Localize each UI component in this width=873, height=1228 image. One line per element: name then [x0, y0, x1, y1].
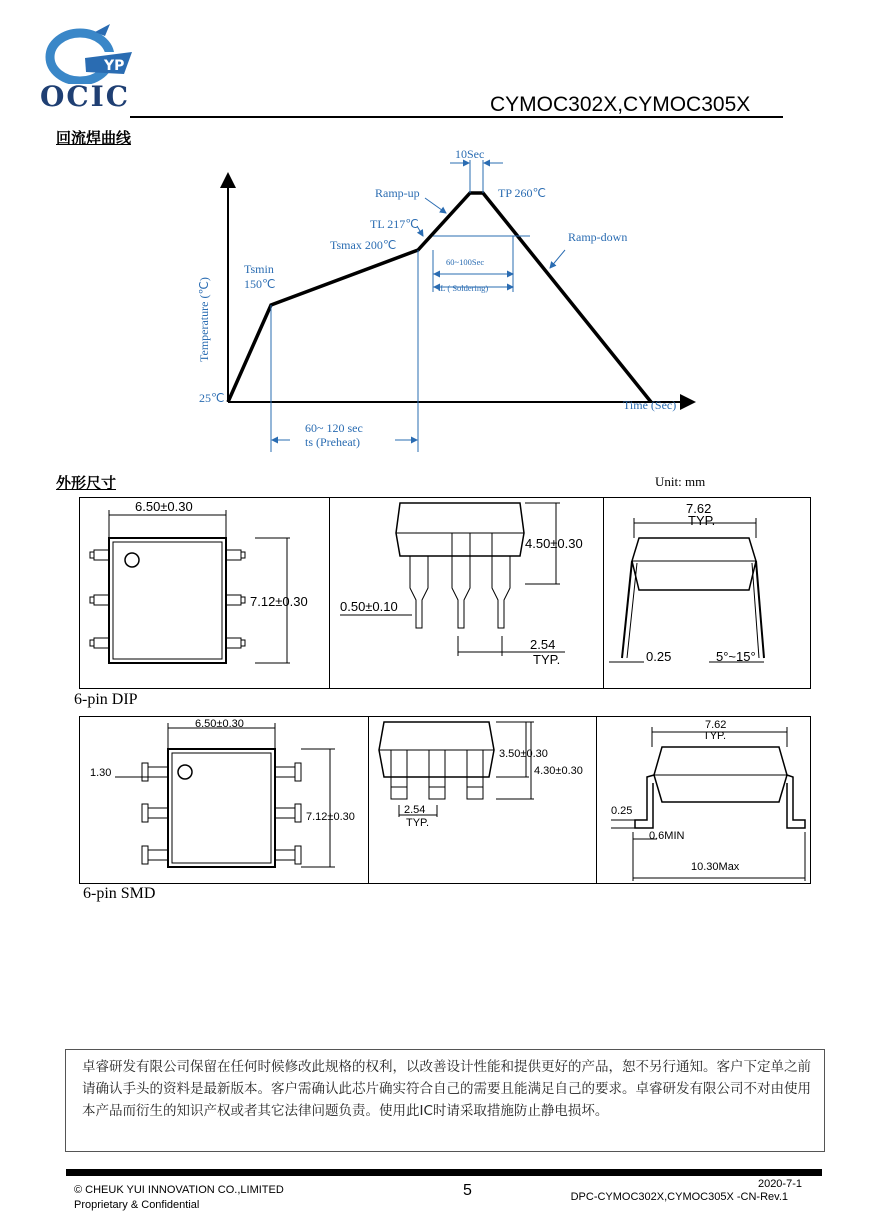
label-tl-soldering: tL ( Soldering)	[438, 283, 489, 293]
smd-lead-length-label: 1.30	[90, 767, 112, 779]
smd-max-label: 10.30Max	[691, 861, 740, 873]
dip-height-label: 4.50±0.30	[525, 536, 583, 551]
smd-width-label: 6.50±0.30	[195, 718, 244, 730]
dip-width-label: 6.50±0.30	[135, 499, 193, 514]
axis-y-label: Temperature (℃)	[197, 277, 211, 362]
label-ramp-up: Ramp-up	[375, 186, 420, 200]
document-title: CYMOC302X,CYMOC305X	[490, 93, 751, 116]
smd-pitch-label: 2.54	[404, 804, 426, 816]
footer-doc-id: DPC-CYMOC302X,CYMOC305X -CN-Rev.1	[570, 1191, 788, 1203]
dip-pitch-label: 2.54	[530, 637, 556, 652]
label-tp: TP 260℃	[498, 186, 547, 200]
dip-thickness-label: 0.25	[646, 649, 672, 664]
footer-rule	[66, 1169, 822, 1176]
smd-top-view	[80, 717, 367, 881]
smd-pitch-typ: TYP.	[406, 817, 430, 829]
smd-length-label: 7.12±0.30	[306, 811, 355, 823]
dip-top-view	[80, 498, 328, 686]
footer-date: 2020-7-1	[757, 1178, 802, 1190]
company-logo	[40, 22, 135, 84]
label-25c: 25℃	[199, 391, 225, 405]
disclaimer-text: 卓睿研发有限公司保留在任何时候修改此规格的权利，以改善设计性能和提供更好的产品，恕不另行通知。客户下定单之前请确认手头的资料是最新版本。客户需确认此芯片确实符合自己的需要且能满足自己的要求。卓睿研发有限公司不对由使用本产品而衍生的知识产权或者其它法律问题负责。使用此IC时请采取措施防止静电损坏。	[82, 1059, 811, 1119]
dip-lead-label: 0.50±0.10	[340, 599, 398, 614]
smd-height1-label: 3.50±0.30	[499, 748, 548, 760]
smd-thickness-label: 0.25	[611, 805, 633, 817]
outline-section-title: 外形尺寸	[56, 474, 117, 492]
smd-end-view	[597, 717, 808, 881]
label-preheat: ts (Preheat)	[305, 435, 360, 449]
reflow-profile-chart	[0, 140, 873, 460]
logo-text: OCIC	[40, 80, 131, 113]
page-number: 5	[463, 1182, 472, 1199]
smd-height2-label: 4.30±0.30	[534, 765, 583, 777]
label-tsmax: Tsmax 200℃	[330, 238, 397, 252]
axis-x-label: Time (Sec)	[623, 398, 677, 412]
header-rule	[130, 116, 783, 118]
dip-end-view	[604, 498, 809, 686]
dip-pitch-typ: TYP.	[533, 652, 561, 667]
label-preheat-time: 60~ 120 sec	[305, 421, 363, 435]
dip-caption: 6-pin DIP	[74, 691, 138, 708]
label-10sec: 10Sec	[455, 147, 485, 161]
footer-copyright: © CHEUK YUI INNOVATION CO.,LIMITED	[74, 1184, 284, 1196]
unit-label: Unit: mm	[655, 474, 706, 489]
smd-row-label: 7.62	[705, 719, 727, 731]
smd-caption: 6-pin SMD	[83, 885, 156, 902]
reflow-section-title: 回流焊曲线	[56, 129, 132, 147]
disclaimer-box	[65, 1049, 825, 1152]
dip-length-label: 7.12±0.30	[250, 594, 308, 609]
label-tsmin-value: 150℃	[244, 277, 276, 291]
svg-text:YP: YP	[104, 58, 125, 74]
smd-side-view	[369, 717, 595, 881]
label-window: 60~100Sec	[446, 257, 485, 267]
label-tsmin: Tsmin	[244, 262, 274, 276]
reflow-curve	[228, 193, 651, 402]
dip-side-view	[330, 498, 602, 686]
label-tl: TL 217℃	[370, 217, 419, 231]
smd-row-typ: TYP.	[703, 730, 727, 742]
footer-confidential: Proprietary & Confidential	[74, 1199, 200, 1211]
label-ramp-down: Ramp-down	[568, 230, 628, 244]
smd-min-label: 0.6MIN	[649, 830, 685, 842]
dip-row-label: 7.62	[686, 501, 712, 516]
dip-angle-label: 5°~15°	[716, 649, 756, 664]
dip-row-typ: TYP.	[688, 513, 716, 528]
